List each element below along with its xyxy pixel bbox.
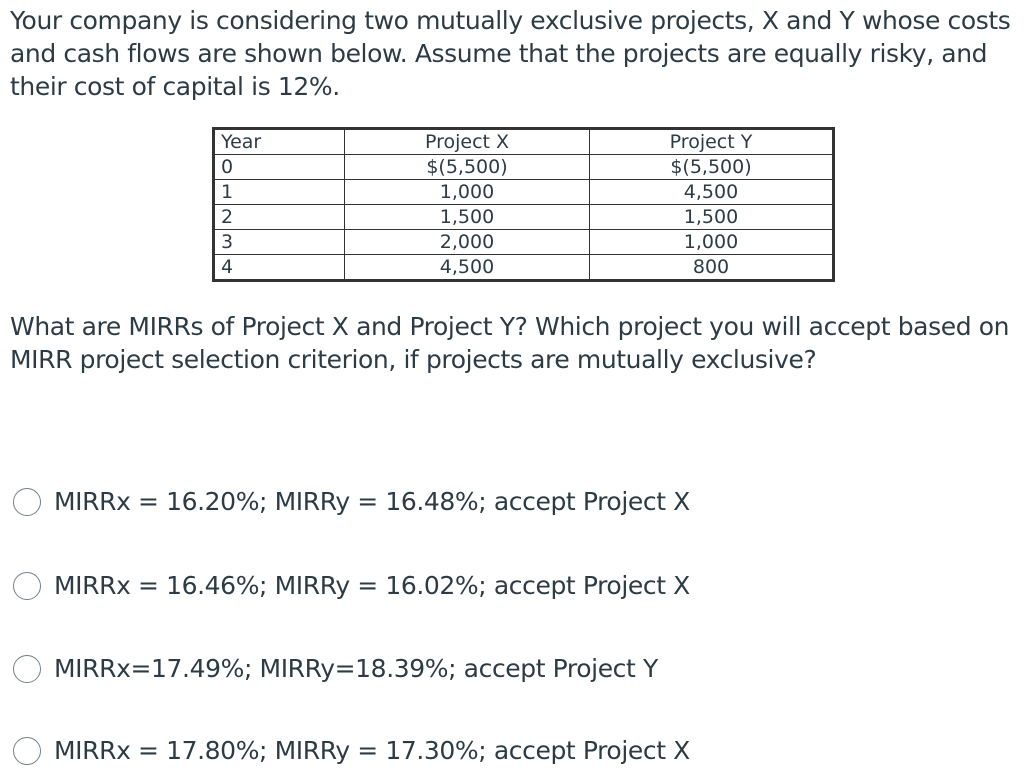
- table-row: [214, 205, 834, 230]
- question-text: What are MIRRs of Project X and Project Y? Which project you will accept based on MIRR project selection criterion, if projects are mutually exclusive?: [10, 312, 1010, 374]
- project-x-cell: 4,500: [345, 255, 590, 281]
- question-intro: Your company is considering two mutually exclusive projects, X and Y whose costs and cash flows are shown below. Assume that the projects are equally risky, and their cost of capital is 12%.: [10, 6, 1011, 101]
- radio-button[interactable]: [13, 488, 41, 516]
- year-cell: 1: [214, 180, 345, 205]
- project-x-cell: 2,000: [345, 230, 590, 255]
- project-y-cell: 1,000: [590, 230, 834, 255]
- answer-label: MIRRx = 16.46%; MIRRy = 16.02%; accept Project X: [54, 571, 690, 600]
- table-header-row: [214, 129, 834, 155]
- answer-option-1[interactable]: [13, 487, 690, 516]
- table-row: [214, 180, 834, 205]
- radio-button[interactable]: [13, 572, 41, 600]
- cash-flow-table: [212, 127, 835, 282]
- year-cell: 4: [214, 255, 345, 281]
- radio-button[interactable]: [13, 737, 41, 765]
- project-x-cell: 1,500: [345, 205, 590, 230]
- answer-label: MIRRx=17.49%; MIRRy=18.39%; accept Project Y: [54, 654, 658, 683]
- answer-label: MIRRx = 17.80%; MIRRy = 17.30%; accept Project X: [54, 736, 690, 765]
- project-y-cell: 4,500: [590, 180, 834, 205]
- project-x-cell: $(5,500): [345, 155, 590, 180]
- table-row: [214, 255, 834, 281]
- header-project-x: Project X: [345, 129, 590, 155]
- header-project-y: Project Y: [590, 129, 834, 155]
- answer-option-2[interactable]: [13, 571, 690, 600]
- project-y-cell: $(5,500): [590, 155, 834, 180]
- answer-label: MIRRx = 16.20%; MIRRy = 16.48%; accept Project X: [54, 487, 690, 516]
- header-year: Year: [214, 129, 345, 155]
- project-y-cell: 800: [590, 255, 834, 281]
- year-cell: 0: [214, 155, 345, 180]
- radio-button[interactable]: [13, 655, 41, 683]
- table-row: [214, 230, 834, 255]
- table-row: [214, 155, 834, 180]
- year-cell: 3: [214, 230, 345, 255]
- answer-option-4[interactable]: [13, 736, 690, 765]
- project-y-cell: 1,500: [590, 205, 834, 230]
- answer-option-3[interactable]: [13, 654, 658, 683]
- project-x-cell: 1,000: [345, 180, 590, 205]
- year-cell: 2: [214, 205, 345, 230]
